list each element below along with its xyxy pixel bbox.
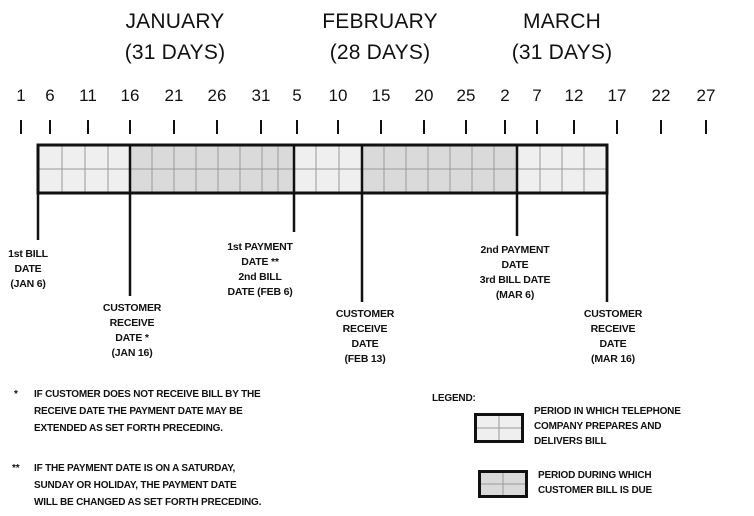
legend-swatch-prepare [474, 413, 524, 443]
tick-label: 7 [532, 86, 542, 105]
footnote-line: IF THE PAYMENT DATE IS ON A SATURDAY, [34, 463, 236, 474]
legend-line: CUSTOMER BILL IS DUE [538, 485, 652, 496]
note-line: CUSTOMER [583, 308, 643, 320]
note-line: 1st PAYMENT [227, 241, 293, 253]
note-line: DATE [501, 259, 529, 271]
note-line: 2nd BILL [238, 271, 282, 283]
footnote-line: EXTENDED AS SET FORTH PRECEDING. [34, 423, 223, 434]
tick-label: 12 [564, 86, 584, 105]
footnote-line: RECEIVE DATE THE PAYMENT DATE MAY BE [34, 406, 243, 417]
footnote-marker: ** [12, 463, 20, 474]
note-line: DATE (FEB 6) [227, 286, 293, 298]
note-line: 1st BILL [8, 248, 48, 260]
note-line: DATE [599, 338, 627, 350]
note-line: RECEIVE [590, 323, 636, 335]
legend-swatch-due [478, 470, 528, 498]
annotation-second-payment-date [461, 243, 569, 303]
annotation-first-payment-date [212, 240, 308, 300]
month-days: (28 DAYS) [329, 41, 431, 64]
note-line: RECEIVE [342, 323, 388, 335]
footnote-line: IF CUSTOMER DOES NOT RECEIVE BILL BY THE [34, 389, 261, 400]
tick-label: 25 [456, 86, 476, 105]
tick-label: 20 [414, 86, 434, 105]
annotation-third-receive-date [563, 307, 663, 367]
annotation-first-bill-date [0, 247, 58, 292]
month-days: (31 DAYS) [124, 41, 226, 64]
footnote-line: SUNDAY OR HOLIDAY, THE PAYMENT DATE [34, 480, 237, 491]
note-line: DATE [351, 338, 379, 350]
tick-label: 1 [16, 86, 26, 105]
note-line: (JAN 16) [111, 347, 153, 359]
footnote-receive-date [14, 386, 394, 437]
note-line: (JAN 6) [10, 278, 46, 290]
tick-label: 10 [328, 86, 348, 105]
legend-title: LEGEND: [432, 393, 476, 404]
tick-label: 17 [607, 86, 627, 105]
tick-label: 21 [164, 86, 184, 105]
tick-label: 5 [292, 86, 302, 105]
note-line: (FEB 13) [344, 353, 386, 365]
tick-label: 26 [207, 86, 227, 105]
note-line: DATE * [115, 332, 149, 344]
note-line: DATE [14, 263, 42, 275]
tick-label: 22 [651, 86, 671, 105]
footnote-payment-date [12, 460, 402, 511]
note-line: CUSTOMER [335, 308, 395, 320]
note-line: 3rd BILL DATE [479, 274, 551, 286]
tick-label: 16 [120, 86, 140, 105]
tick-label: 31 [251, 86, 271, 105]
legend-label-prepare [534, 404, 754, 449]
note-line: RECEIVE [109, 317, 155, 329]
month-name: JANUARY [125, 10, 225, 33]
legend-label-due [538, 468, 748, 498]
tick-label: 6 [45, 86, 55, 105]
note-line: CUSTOMER [102, 302, 162, 314]
tick-label: 11 [79, 86, 97, 105]
footnote-marker: * [14, 389, 18, 400]
legend-line: DELIVERS BILL [534, 436, 607, 447]
month-name: FEBRUARY [322, 10, 438, 33]
legend-line: PERIOD IN WHICH TELEPHONE [534, 406, 681, 417]
annotation-first-receive-date [82, 301, 182, 361]
month-days: (31 DAYS) [511, 41, 613, 64]
note-line: 2nd PAYMENT [480, 244, 550, 256]
footnote-line: WILL BE CHANGED AS SET FORTH PRECEDING. [34, 497, 262, 508]
note-line: (MAR 16) [591, 353, 635, 365]
annotation-second-receive-date [322, 307, 408, 367]
tick-label: 27 [696, 86, 716, 105]
tick-label: 2 [500, 86, 510, 105]
tick-label: 15 [371, 86, 391, 105]
legend-line: PERIOD DURING WHICH [538, 470, 652, 481]
note-line: (MAR 6) [495, 289, 535, 301]
legend-line: COMPANY PREPARES AND [534, 421, 662, 432]
note-line: DATE ** [241, 256, 279, 268]
month-name: MARCH [523, 10, 601, 33]
